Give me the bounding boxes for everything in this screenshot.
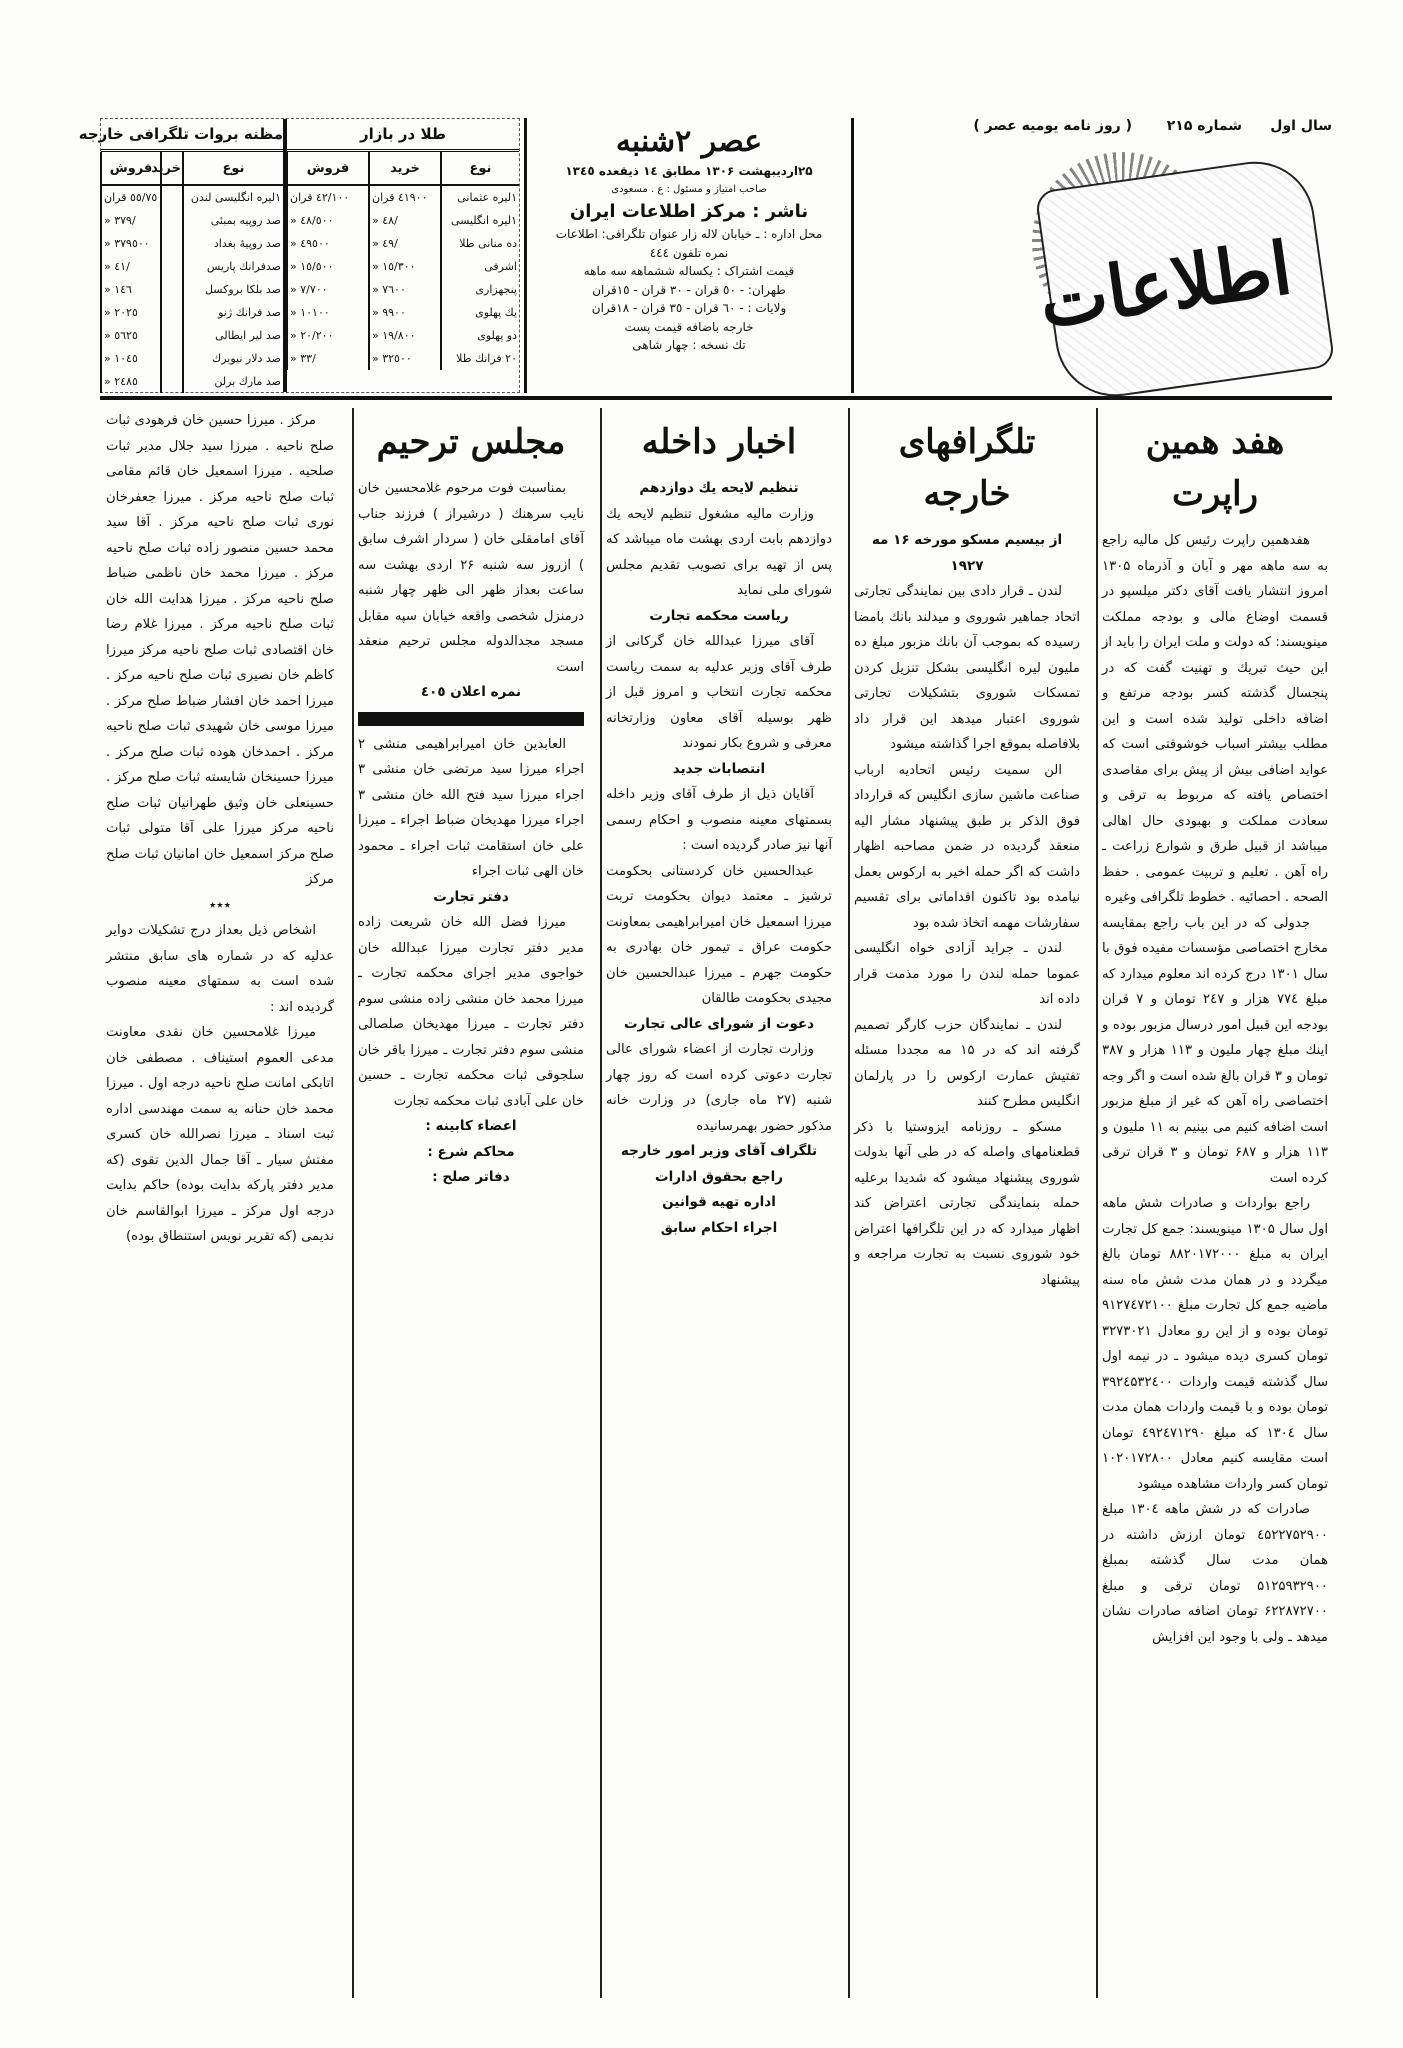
table-cell	[161, 370, 183, 393]
article-paragraph: العابدین خان امیرابراهیمی منشی ۲ اجراء میرزا سید مرتضی خان منشی ۳ اجراء میرزا سید فتح الله خان منشی ۳ اجراء میرزا مهدیخان ضباط اجراء ـ میرزا علی خان استقامت ثبات اجراء ـ محمود خان الهی ثبات اجراء	[358, 736, 584, 879]
table-cell: » ٣٧٩/	[101, 209, 161, 232]
table-cell: » ١٥/٣٠٠	[369, 255, 441, 278]
publisher: ناشر : مرکز اطلاعات ایران	[569, 201, 809, 222]
article-paragraph: آقایان ذیل از طرف آقای وزیر داخله بسمتهای معینه منصوب و احکام رسمی آنها نیز صادر گردیده است :	[606, 787, 832, 853]
table-cell	[161, 209, 183, 232]
table-row	[101, 347, 283, 370]
table-row	[101, 278, 283, 301]
table-cell: » ٧٦٠٠	[369, 278, 441, 301]
table-cell: صد فرانك ژنو	[183, 301, 283, 324]
table-cell: صد لیر ایطالی	[183, 324, 283, 347]
table-cell: ٤٢/١٠٠ قران	[287, 185, 369, 209]
table-cell	[161, 185, 183, 209]
gold-title: طلا در بازار	[287, 119, 519, 152]
table-cell	[161, 301, 183, 324]
article-subheading: دعوت از شورای عالی تجارت	[623, 1015, 815, 1032]
table-cell: » ٣٢٥٠٠	[369, 347, 441, 370]
table-row	[287, 278, 519, 301]
table-row	[287, 347, 519, 370]
table-cell: صد دلار نیویرك	[183, 347, 283, 370]
table-cell	[161, 255, 183, 278]
address: محل اداره : ـ خیابان لاله زار عنوان تلگرافی: اطلاعات	[555, 227, 823, 241]
article-paragraph: لندن ـ قرار دادی بین نمایندگی تجارتی اتحاد جماهیر شوروی و میدلند بانك بامضا رسیده که بموجب آن بانك مزبور مبلغ ده ملیون لیره انگلیسی بشکل تنزیل کردن تمسکات شوروی بتشکیلات تجارتی شوروی اعتبار میدهد این قرار داد بلافاصله بموقع اجرا گذاشته میشود	[854, 584, 1080, 752]
table-cell: صد بلکا بروکسل	[183, 278, 283, 301]
table-cell: » ١٩/٨٠٠	[369, 324, 441, 347]
table-row	[101, 232, 283, 255]
article-columns	[100, 408, 1332, 1998]
column-header: نوع	[441, 152, 519, 185]
article-subheading: دفاتر صلح :	[432, 1169, 510, 1185]
phone: نمره تلفون ٤٤٤	[649, 245, 729, 260]
table-cell: » ٧/٧٠٠	[287, 278, 369, 301]
article-subheading: محاکم شرع :	[427, 1143, 515, 1160]
article-subheading: اعضاء کابینه :	[425, 1118, 517, 1134]
price-abroad: خارجه باضافه قیمت پست	[624, 319, 754, 334]
article-subheading: دفتر تجارت	[433, 888, 509, 905]
exchange-table	[78, 119, 287, 392]
article-subheading: تلگراف آقای وزیر امور خارجه	[620, 1143, 818, 1159]
table-cell: » ٤٩/	[369, 232, 441, 255]
issue-date: ۲۵اردیبهشت ۱۳۰۶ مطابق ۱٤ ذیقعده ۱۳٤٥	[565, 164, 813, 178]
gold-table	[287, 119, 519, 392]
single-copy-price: تك نسخه : چهار شاهی	[632, 338, 746, 352]
table-cell: دو پهلوی	[441, 324, 519, 347]
column-header: نوع	[183, 152, 283, 185]
article-paragraph: عبدالحسین خان کردستانی بحکومت ترشیز ـ معتمد دیوان بحکومت تربت میرزا اسمعیل خان امیرابراهیمی بمعاونت حکومت عراق ـ تیمور خان بهادری به حکومت جهرم ـ میرزا عبدالحسین خان مجیدی بحکومت طالقان	[606, 863, 832, 1006]
article-headline: هفد همین راپرت	[1145, 422, 1285, 514]
article-paragraph: راجع بواردات و صادرات شش ماهه اول سال ۱۳۰۵ مینویسند: جمع کل تجارت ایران به مبلغ ۸۸۲۰۱۷۲۰۰۰ تومان بالغ میگردد و در همان مدت شش ماه سنه ماضیه جمع کل تجارت مبلغ ۹۱۲۷٤۷۲۱۰۰ تومان بوده و از این رو معادل ۳۲۷۳۰۲۱ تومان کسری دیده میشود ـ در نیمه اول سال گذشته قیمت واردات ۳۹۲٤۵۳۲٤۰۰ تومان بوده و با قیمت واردات همان مدت سال ۱۳۰٤ که مبلغ ٤۹۲٤۷۱۲۹۰ تومان است مقایسه کنیم معادل ۱۰۲۰۱۷۲۸۰۰ تومان کسر واردات مشاهده میشود	[1102, 1196, 1328, 1492]
table-cell: » ١٤٦	[101, 278, 161, 301]
table-row	[287, 232, 519, 255]
header-rule	[100, 396, 1332, 400]
table-cell: صد روپیه بمبئی	[183, 209, 283, 232]
section-divider	[358, 712, 584, 726]
column-header: فروش	[101, 152, 161, 185]
table-cell: » ٢٠/٢٠٠	[287, 324, 369, 347]
article-paragraph: هفدهمین راپرت رئیس کل مالیه راجع به سه ماهه مهر و آبان و آذرماه ۱۳۰۵ امروز انتشار یافت آقای دکتر میلسپو در قسمت اوضاع مالی و بودجه مملکت مینویسند: که دولت و ملت ایران را باید از این حیث تبریك و تهنیت گفت که در پنجسال گذشته کسر بودجه مرتفع و اضافه داخلی تولید شده است و این مطلب بیشتر اسباب خوشوقتی است که عواید اضافی بیش از پیش برای مقاصدی اختصاص یافته که مربوط به ترقی و سعادت مملکت و بهبودی حال اهالی میباشد از قبیل طرق و شوارع زراعت ـ راه آهن . تعلیم و تربیت عمومی . حفظ الصحه . احصائیه . خطوط تلگرافی وغیره	[1102, 533, 1328, 905]
table-row	[101, 185, 283, 209]
table-cell: ٢٠ فرانك طلا	[441, 347, 519, 370]
article-subheading: ٭٭٭	[208, 896, 232, 913]
price-tehran: طهران: - ٥٠ قران - ٣٠ قران - ١٥قران	[592, 282, 786, 297]
table-row	[287, 185, 519, 209]
article-subheading: انتصابات جدید	[672, 760, 766, 777]
column-header: فروش	[287, 152, 369, 185]
article-paragraph: وزارت تجارت از اعضاء شورای عالی تجارت دعوتی کرده است که روز چهار شنبه (۲۷ ماه جاری) در وزارت خانه مذکور حضور بهمرسانیده	[606, 1042, 832, 1134]
column-header: خرید	[161, 152, 183, 185]
table-cell: » ١٠٤٥	[101, 347, 161, 370]
table-row	[287, 209, 519, 232]
table-cell: » ٢٠٢٥	[101, 301, 161, 324]
table-row	[101, 301, 283, 324]
table-row	[101, 370, 283, 393]
article-subheading: از بیسیم مسکو مورخه ۱۶ مه ۱۹۲۷	[871, 532, 1063, 574]
article-headline: تلگرافهای خارجه	[898, 422, 1036, 514]
table-cell: » ٣٣/	[287, 347, 369, 370]
table-cell: » ٥٦٢٥	[101, 324, 161, 347]
article-headline: مجلس ترحیم	[376, 422, 566, 462]
tagline: ( روز نامه یومیه عصر )	[973, 118, 1132, 134]
table-row	[287, 301, 519, 324]
table-cell: صد مارك برلن	[183, 370, 283, 393]
article-subheading: راجع بحقوق ادارات	[655, 1168, 783, 1185]
article-paragraph: الن سمیت رئیس اتحادیه ارباب صناعت ماشین سازی انگلیس که قرارداد فوق الذکر بر طبق پیشنهاد مشار الیه منعقد گردیده در ضمن مصاحبه اظهار داشت که اگر حمله اخیر به ارکوس بعمل نیامده بود تاکنون اقداماتی برای تقسیم سفارشات مهمه اتخاذ شده بود	[854, 762, 1080, 931]
table-cell	[161, 278, 183, 301]
table-cell: صدفرانك پاریس	[183, 255, 283, 278]
table-cell: صد روپیهٔ بغداد	[183, 232, 283, 255]
year-label: سال اول	[1270, 118, 1332, 134]
logo-text: اطلاعات	[1034, 224, 1297, 345]
table-cell: ۱لیره انگلیسی لندن	[183, 185, 283, 209]
issue-day: عصر ۲شنبه	[615, 124, 763, 159]
table-row	[101, 255, 283, 278]
article-paragraph: مرکز . میرزا حسین خان فرهودی ثبات صلح ناحیه . میرزا سید جلال مدیر ثبات صلحیه . میرزا اسمعیل خان قائم مقامی ثبات صلح ناحیه مرکز . میرزا جعفرخان نوری ثبات صلح ناحیه مرکز . آقا سید محمد حسین منصور زاده ثبات صلح ناحیه مرکز . میرزا محمد خان ناظمی ضباط صلح ناحیه مرکز . میرزا هدایت الله خان ثبات صلح ناحیه مرکز . میرزا غلام رضا خان اقتصادی ثبات صلح ناحیه مرکز میرزا کاظم خان نصیری ثبات صلح ناحیه مرکز . میرزا احمد خان افشار ضباط صلح مرکز . میرزا موسی خان شهیدی ثبات صلح ناحیه مرکز . احمدخان هوده ثبات صلح مرکز . میرزا حسینخان شایسته ثبات صلح مرکز . حسینعلی خان وثیق طهرانیان ثبات صلح ناحیه مرکز میرزا علی آقا متولی ثبات صلح مرکز اسمعیل خان امانیان ثبات صلح مرکز	[106, 413, 334, 887]
owner: صاحب امتیاز و مسئول : ع . مسعودی	[611, 183, 767, 195]
table-row	[101, 324, 283, 347]
table-cell: » ٤٨/٥٠٠	[287, 209, 369, 232]
article-headline: اخبار داخله	[641, 422, 797, 462]
article-column	[102, 408, 338, 1998]
article-paragraph: لندن ـ جراید آزادی خواه انگلیسی عموما حمله لندن را مورد مذمت قرار داده اند	[854, 941, 1080, 1007]
market-tables	[78, 118, 520, 393]
article-column	[848, 408, 1084, 1998]
table-cell: » ٣٧٩٥٠٠	[101, 232, 161, 255]
article-column	[352, 408, 588, 1998]
article-column	[600, 408, 836, 1998]
article-paragraph: اشخاص ذیل بعداز درج تشکیلات دوایر عدلیه که در شماره های سابق منتشر شده است به سمتهای معینه منصوب گردیده اند :	[106, 923, 334, 1015]
table-row	[101, 209, 283, 232]
table-cell	[161, 232, 183, 255]
table-cell	[161, 324, 183, 347]
issue-info	[524, 118, 854, 393]
article-paragraph: لندن ـ نمایندگان حزب کارگر تصمیم گرفته اند که در ۱۵ مه مجددا مسئله تفتیش عمارت ارکوس را در پارلمان انگلیس مطرح کنند	[854, 1017, 1080, 1109]
article-paragraph: میرزا فضل الله خان شریعت زاده مدیر دفتر تجارت میرزا عبدالله خان خواجوی مدیر اجرای محکمه تجارت ـ میرزا محمد خان منشی زاده منشی سوم دفتر تجارت ـ میرزا مهدیخان صلصالی منشی سوم دفتر تجارت ـ میرزا باقر خان سلجوقی ثبات محکمه تجارت ـ حسین خان علی آبادی ثبات محکمه تجارت	[358, 915, 584, 1109]
table-cell: » ١٠١٠٠	[287, 301, 369, 324]
table-cell: ۱لیره عثمانی	[441, 185, 519, 209]
table-row	[287, 255, 519, 278]
price-provinces: ولایات : - ٦٠ قران - ٣٥ قران - ١٨قران	[591, 301, 787, 315]
table-row	[287, 324, 519, 347]
article-paragraph: مسکو ـ روزنامه ایزوستیا با ذکر قطعنامهای واصله که در طی آنها بدولت شوروی پیشنهاد میشود که شدیدا برعلیه حمله بنمایندگی تجارتی اعتراض کند اظهار میدارد که در این تلگرافها اعتراض خود شوروی نسبت به تجارت مراجعه و پیشنهاد	[854, 1119, 1080, 1288]
article-subheading: اداره تهیه قوانین	[662, 1194, 776, 1210]
article-subheading: ریاست محکمه تجارت	[649, 607, 789, 624]
table-cell: ٤١٩٠٠ قران	[369, 185, 441, 209]
table-cell: » ٢٤٨٥	[101, 370, 161, 393]
table-cell: » ٤١/	[101, 255, 161, 278]
article-subheading: تنظیم لایحه یك دوازدهم	[639, 480, 799, 496]
table-cell: ده منانی طلا	[441, 232, 519, 255]
exchange-title: مظنه بروات تلگرافی خارجه	[101, 119, 283, 152]
article-paragraph: آقای میرزا عبدالله خان گرکانی از طرف آقای وزیر عدلیه به سمت ریاست محکمه تجارت انتخاب و امروز قبل از ظهر بوسیله آقای معاون وزارتخانه معرفی و شروع بکار نمودند	[606, 634, 832, 751]
table-cell: پنجهزاری	[441, 278, 519, 301]
table-cell: اشرفی	[441, 255, 519, 278]
masthead-logo	[1032, 142, 1332, 392]
article-paragraph: صادرات که در شش ماهه ۱۳۰٤ مبلغ ٤۵۲۲۷۵۲۹۰۰ تومان ارزش داشته در همان مدت سال گذشته بمبلغ ۵۱۲۵۹۳۲۹۰۰ تومان ترقی و مبلغ ۶۲۲۸۷۲۷۰۰ تومان اضافه صادرات نشان میدهد ـ ولی با وجود این افزایش	[1102, 1502, 1328, 1645]
article-subheading: نمره اعلان ٤٠٥	[420, 684, 522, 700]
table-cell	[161, 347, 183, 370]
table-cell: » ٤٩٥٠٠	[287, 232, 369, 255]
table-cell: » ٩٩٠٠	[369, 301, 441, 324]
column-header: خرید	[369, 152, 441, 185]
article-paragraph: وزارت مالیه مشغول تنظیم لایحه یك دوازدهم بابت اردی بهشت ماه میباشد که پس از تهیه برای تصویب تقدیم مجلس شورای ملی نماید	[606, 506, 832, 598]
article-subheading: اجراء احکام سابق	[660, 1219, 778, 1236]
issue-number: شماره ۲۱۵	[1166, 118, 1242, 134]
article-paragraph: میرزا غلامحسین خان نقدی معاونت مدعی العموم استیناف . مصطفی خان اتابکی امانت صلح ناحیه درجه اول . میرزا محمد خان حنانه به سمت مهندسی اداره ثبت اسناد ـ میرزا نصرالله خان کسری مفتش سیار ـ آقا جمال الدین تقوی (که مدیر دفتر پارکه بدایت بوده) حاکم بدایت درجه اول مرکز ـ میرزا ابوالقاسم خان ندیمی (که تقریر نویس استنطاق بوده)	[106, 1025, 334, 1244]
table-cell: » ١٥/٥٠٠	[287, 255, 369, 278]
table-cell: یك پهلوی	[441, 301, 519, 324]
table-cell: ۱لیره انگلیسی	[441, 209, 519, 232]
article-paragraph: جدولی که در این باب راجع بمقایسه مخارج اختصاصی مؤسسات مفیده فوق با سال ۱۳۰۱ درج کرده اند معلوم میدارد که مبلغ ۷۷٤ هزار و ۲٤۷ تومان و ۷ قران بودجه این قبیل امور درسال مزبور بوده و اینك مبلغ چهار ملیون و ۱۱۳ هزار و ۳۸۷ تومان و ۳ قران بالغ شده است و اگر وجه اختصاصی راه آهن که غیر از مبلغ مزبور است اضافه کنیم می بینیم به ۱۱ ملیون و ۱۱۳ هزار و ۶۸۷ تومان و ۳ قران ترقی کرده است	[1102, 915, 1328, 1186]
article-paragraph: بمناسبت فوت مرحوم غلامحسین خان نایب سرهنك ( درشیراز ) فرزند جناب آقای امامقلی خان ( سردار اشرف سابق ) ازروز سه شنبه ۲۶ اردی بهشت سه ساعت بعداز ظهر الی ظهر چهار شنبه درمنزل شخصی واقعه خیابان سپه مقابل مسجد مجدالدوله مجلس ترحیم منعقد است	[358, 481, 585, 675]
table-cell: » ٤٨/	[369, 209, 441, 232]
subscription: قیمت اشتراک : یکساله ششماهه سه ماهه	[583, 264, 795, 278]
newspaper-page	[78, 118, 1332, 1998]
article-column	[1096, 408, 1332, 1998]
table-cell: ٥٥/٧٥ قران	[101, 185, 161, 209]
